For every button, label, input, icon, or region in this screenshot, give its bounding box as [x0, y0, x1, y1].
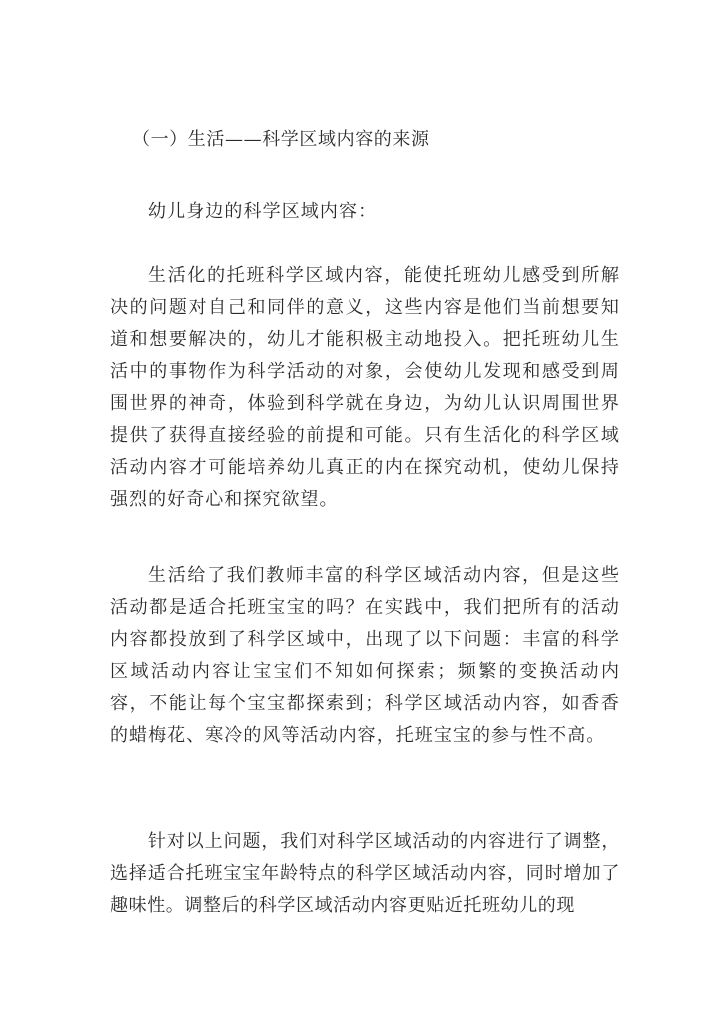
paragraph-text: 生活化的托班科学区域内容，能使托班幼儿感受到所解决的问题对自己和同伴的意义，这些内容是他们当前想要知道和想要解决的，幼儿才能积极主动地投入。把托班幼儿生活中的事物作为科学活动的对象，会使幼儿发现和感受到周围世界的神奇，体验到科学就在身边，为幼儿认识周围世界提供了获得直接经验的前提和可能。只有生活化的科学区域活动内容才可能培养幼儿真正的内在探究动机，使幼儿保持强烈的好奇心和探究欲望。 [110, 265, 620, 510]
paragraph [110, 260, 620, 516]
paragraph [110, 560, 620, 752]
section-heading: （一）生活——科学区域内容的来源 [132, 129, 430, 150]
paragraph-text: 生活给了我们教师丰富的科学区域活动内容，但是这些活动都是适合托班宝宝的吗？在实践中，我们把所有的活动内容都投放到了科学区域中，出现了以下问题：丰富的科学区域活动内容让宝宝们不知如何探索；频繁的变换活动内容，不能让每个宝宝都探索到；科学区域活动内容，如香香的蜡梅花、寒冷的风等活动内容，托班宝宝的参与性不高。 [110, 565, 620, 746]
paragraph-text: 针对以上问题，我们对科学区域活动的内容进行了调整，选择适合托班宝宝年龄特点的科学区域活动内容，同时增加了趣味性。调整后的科学区域活动内容更贴近托班幼儿的现 [110, 831, 620, 916]
paragraph [110, 826, 620, 922]
intro-line: 幼儿身边的科学区域内容： [148, 201, 378, 222]
